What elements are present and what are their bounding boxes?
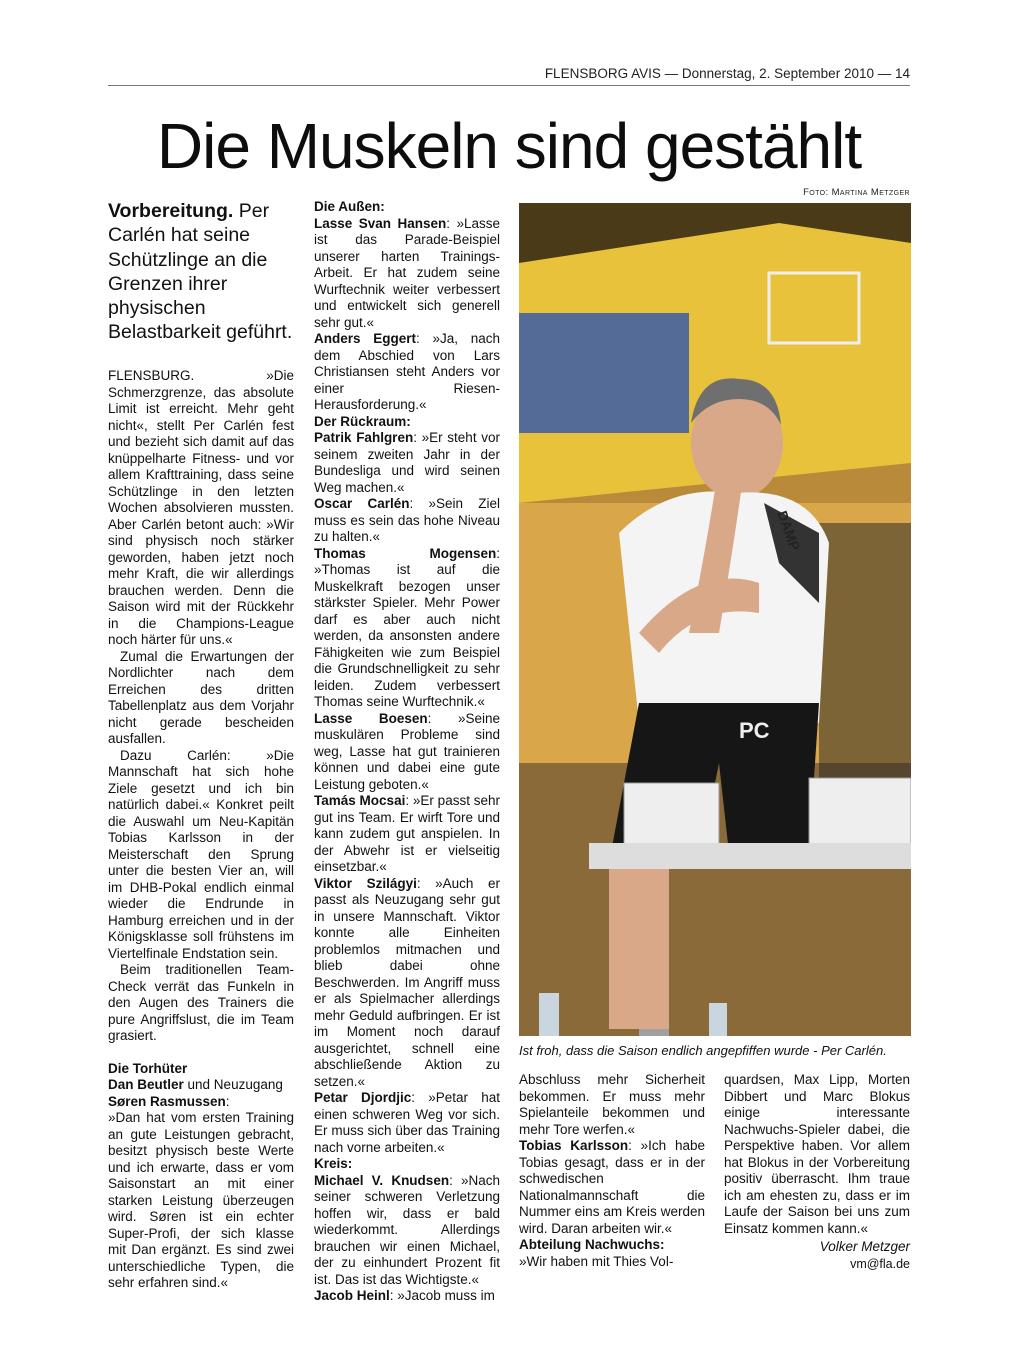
section-heading-nachwuchs: Abteilung Nachwuchs: [519, 1237, 665, 1252]
connector-text: und Neuzugang [183, 1077, 283, 1092]
player-entry [314, 876, 500, 1091]
player-quote: : »Lasse ist das Parade-Beispiel unserer harten Trainings-Arbeit. Er hat zudem seine Wurftechnik weiter verbessert und entwickelt sich generell sehr gut.« [314, 215, 500, 330]
colon: : [225, 1093, 230, 1109]
player-quote: : »Auch er passt als Neuzugang sehr gut in unsere Mannschaft. Viktor konnte alle Einheiten problemlos mitmachen und blieb dabei ohne Beschwerden. Im Angriff muss er als Spielmacher allerdings mehr Geduld aufbringen. Er ist im Moment noch darauf ausgerichtet, schnell eine abschließende Aktion zu setzen.« [314, 875, 500, 1089]
player-entry [314, 1288, 500, 1305]
player-entry [519, 1138, 705, 1237]
masthead: FLENSBORG AVIS — Donnerstag, 2. September 2010 — 14 [544, 66, 910, 81]
player-name: Oscar Carlén [314, 496, 410, 511]
player-name: Tobias Karlsson [519, 1138, 629, 1153]
body-paragraph: quardsen, Max Lipp, Morten Dibbert und Marc Blokus einige interessante Nachwuchs-Spieler dabei, die Perspektive haben. Vor allem hat Blokus in der Vorbereitung positiv überrascht. Ihm traue ich am ehesten zu, dass er im Laufe der Saison bei uns zum Einsatz kommen kann.« [724, 1072, 910, 1236]
player-entry [314, 711, 500, 794]
player-name: Viktor Szilágyi [314, 875, 417, 891]
table-sign-left [624, 783, 719, 853]
lead-text: Per Carlén hat seine Schützlinge an die Grenzen ihrer physischen Belastbarkeit geführt. [108, 200, 293, 344]
author-email: vm@fla.de [850, 1256, 910, 1271]
player-quote: : »Er steht vor seinem zweiten Jahr in der Bundesliga und wird seinen Weg machen.« [314, 430, 500, 495]
body-paragraph: Dazu Carlén: »Die Mannschaft hat sich hohe Ziele gesetzt und ich bin natürlich dabei.« Konkret peilt die Auswahl um Neu-Kapitän Tobias Karlsson in der Meisterschaft den Sprung unter die besten Vier an, will im DHB-Pokal endlich einmal wieder die Endrunde in Hamburg erreichen und in der Königsklasse soll frühstens im Viertelfinale Endstation sein. [108, 747, 294, 961]
author-byline: Volker Metzger [819, 1239, 910, 1254]
coach-photo [519, 203, 911, 1036]
player-quote: : »Er passt sehr gut ins Team. Er wirft Tore und kann zudem gut anspielen. In der Abwehr ist er vielseitig einsetzbar.« [314, 793, 501, 874]
section-heading-aussen: Die Außen: [314, 199, 385, 214]
column-2 [314, 199, 500, 1305]
player-name: Lasse Svan Hansen [314, 215, 447, 231]
player-entry [314, 1173, 500, 1289]
player-name: Tamás Mocsai [314, 793, 406, 808]
section-heading-kreis: Kreis: [314, 1156, 353, 1171]
column-4 [724, 1072, 910, 1272]
body-paragraph: »Wir haben mit Thies Vol- [519, 1253, 674, 1269]
player-name: Michael V. Knudsen [314, 1172, 450, 1188]
body-paragraph: Zumal die Erwartungen der Nordlichter nach dem Erreichen des dritten Tabellenplatz aus dem Vorjahr nicht gerade bescheiden ausfallen. [108, 648, 294, 746]
section-heading-rueckraum: Der Rückraum: [314, 413, 411, 429]
player-entry [314, 793, 500, 876]
sponsor-label: DAMP [774, 508, 804, 553]
player-name: Søren Rasmussen [108, 1093, 226, 1109]
player-name: Lasse Boesen [314, 710, 428, 726]
player-quote: : »Nach seiner schweren Verletzung hoffen wir, dass er bald wiederkommt. Allerdings brauchen wir einen Michael, der zu einhundert Prozent fit ist. Das ist das Wichtigste.« [314, 1172, 500, 1287]
player-quote: : »Thomas ist auf die Muskelkraft bezogen unser stärkster Spieler. Mehr Power darf es aber auch nicht werden, da ansonsten andere Fähigkeiten wie zum Beispiel die Grundschnelligkeit zu sehr leiden. Zudem verbessert Thomas seine Wurftechnik.« [314, 545, 500, 709]
body-paragraph: FLENSBURG. »Die Schmerzgrenze, das absolute Limit ist erreicht. Mehr geht nicht«, stellt Per Carlén fest und bezieht sich damit auf das knüppelharte Fitness- und vor allem Krafttraining, dass seine Schützlinge in den letzten Wochen absolvieren mussten. Aber Carlén betont auch: »Wir sind physisch noch stärker geworden, haben jetzt noch mehr Kraft, die wir allerdings brauchen werden. Denn die Saison wird mit der Rückkehr in die Champions-League noch härter für uns.« [108, 368, 294, 647]
player-entry [314, 546, 500, 711]
torhueter-names [108, 1077, 294, 1110]
shorts-initials: PC [739, 718, 770, 743]
player-name: Thomas Mogensen [314, 545, 497, 561]
player-quote: : »Petar hat einen schweren Weg vor sich. Er muss sich über das Training nach vorne arbeiten.« [314, 1090, 501, 1155]
scorer-table [589, 843, 911, 869]
player-name: Dan Beutler [108, 1077, 184, 1092]
water-bottle-icon [539, 993, 559, 1036]
player-entry [314, 1090, 500, 1156]
banner-lettering [519, 313, 689, 433]
player-name: Petar Djordjic [314, 1090, 412, 1105]
photo-credit: Foto: Martina Metzger [803, 187, 910, 198]
headline: Die Muskeln sind gestählt [156, 110, 862, 182]
column-3 [519, 1072, 705, 1270]
column-1 [108, 368, 294, 1292]
photo-caption: Ist froh, dass die Saison endlich angepfiffen wurde - Per Carlén. [519, 1043, 887, 1058]
coach-legs [609, 869, 669, 1029]
player-name: Jacob Heinl [314, 1288, 390, 1303]
player-entry [314, 496, 500, 546]
section-heading-torhueter: Die Torhüter [108, 1060, 188, 1076]
body-paragraph: Beim traditionellen Team-Check verrät das Funkeln in den Augen des Trainers die pure Angriffslust, die im Team grasiert. [108, 962, 294, 1043]
player-quote: : »Seine muskulären Probleme sind weg, Lasse hat gut trainieren können und dabei eine gute Leistung geboten.« [314, 710, 500, 792]
body-paragraph: Abschluss mehr Sicherheit bekommen. Er muss mehr Spielanteile bekommen und mehr Tore werfen.« [519, 1072, 705, 1137]
lead-paragraph [108, 199, 298, 345]
player-quote: : »Jacob muss im [389, 1288, 495, 1303]
player-quote: : »Sein Ziel muss es sein das hohe Niveau zu halten.« [314, 496, 500, 544]
player-name: Anders Eggert [314, 331, 416, 346]
player-quote: : »Ich habe Tobias gesagt, dass er in der schwedischen Nationalmannschaft die Nummer eins am Kreis werden wird. Daran arbeiten wir.« [519, 1138, 705, 1236]
player-name: Patrik Fahlgren [314, 430, 414, 445]
lead-kicker: Vorbereitung. [108, 200, 234, 222]
player-entry [314, 331, 500, 414]
player-quote: : »Ja, nach dem Abschied von Lars Christiansen steht Anders vor einer Riesen-Herausforderung.« [314, 331, 500, 412]
player-entry [314, 216, 500, 332]
water-bottle-icon [709, 1003, 727, 1036]
player-entry [314, 430, 500, 496]
body-paragraph: »Dan hat vom ersten Training an gute Leistungen gebracht, besitzt physisch beste Werte und ich erwarte, dass er vom Saisonstart an mit einer starken Leistung überzeugen wird. Søren ist ein echter Super-Profi, der sich klasse mit Dan ergänzt. Es sind zwei unterschiedliche Typen, die sehr erfahren sind.« [108, 1110, 294, 1290]
coach-photo-illustration [519, 203, 911, 1036]
header-rule [108, 85, 910, 86]
